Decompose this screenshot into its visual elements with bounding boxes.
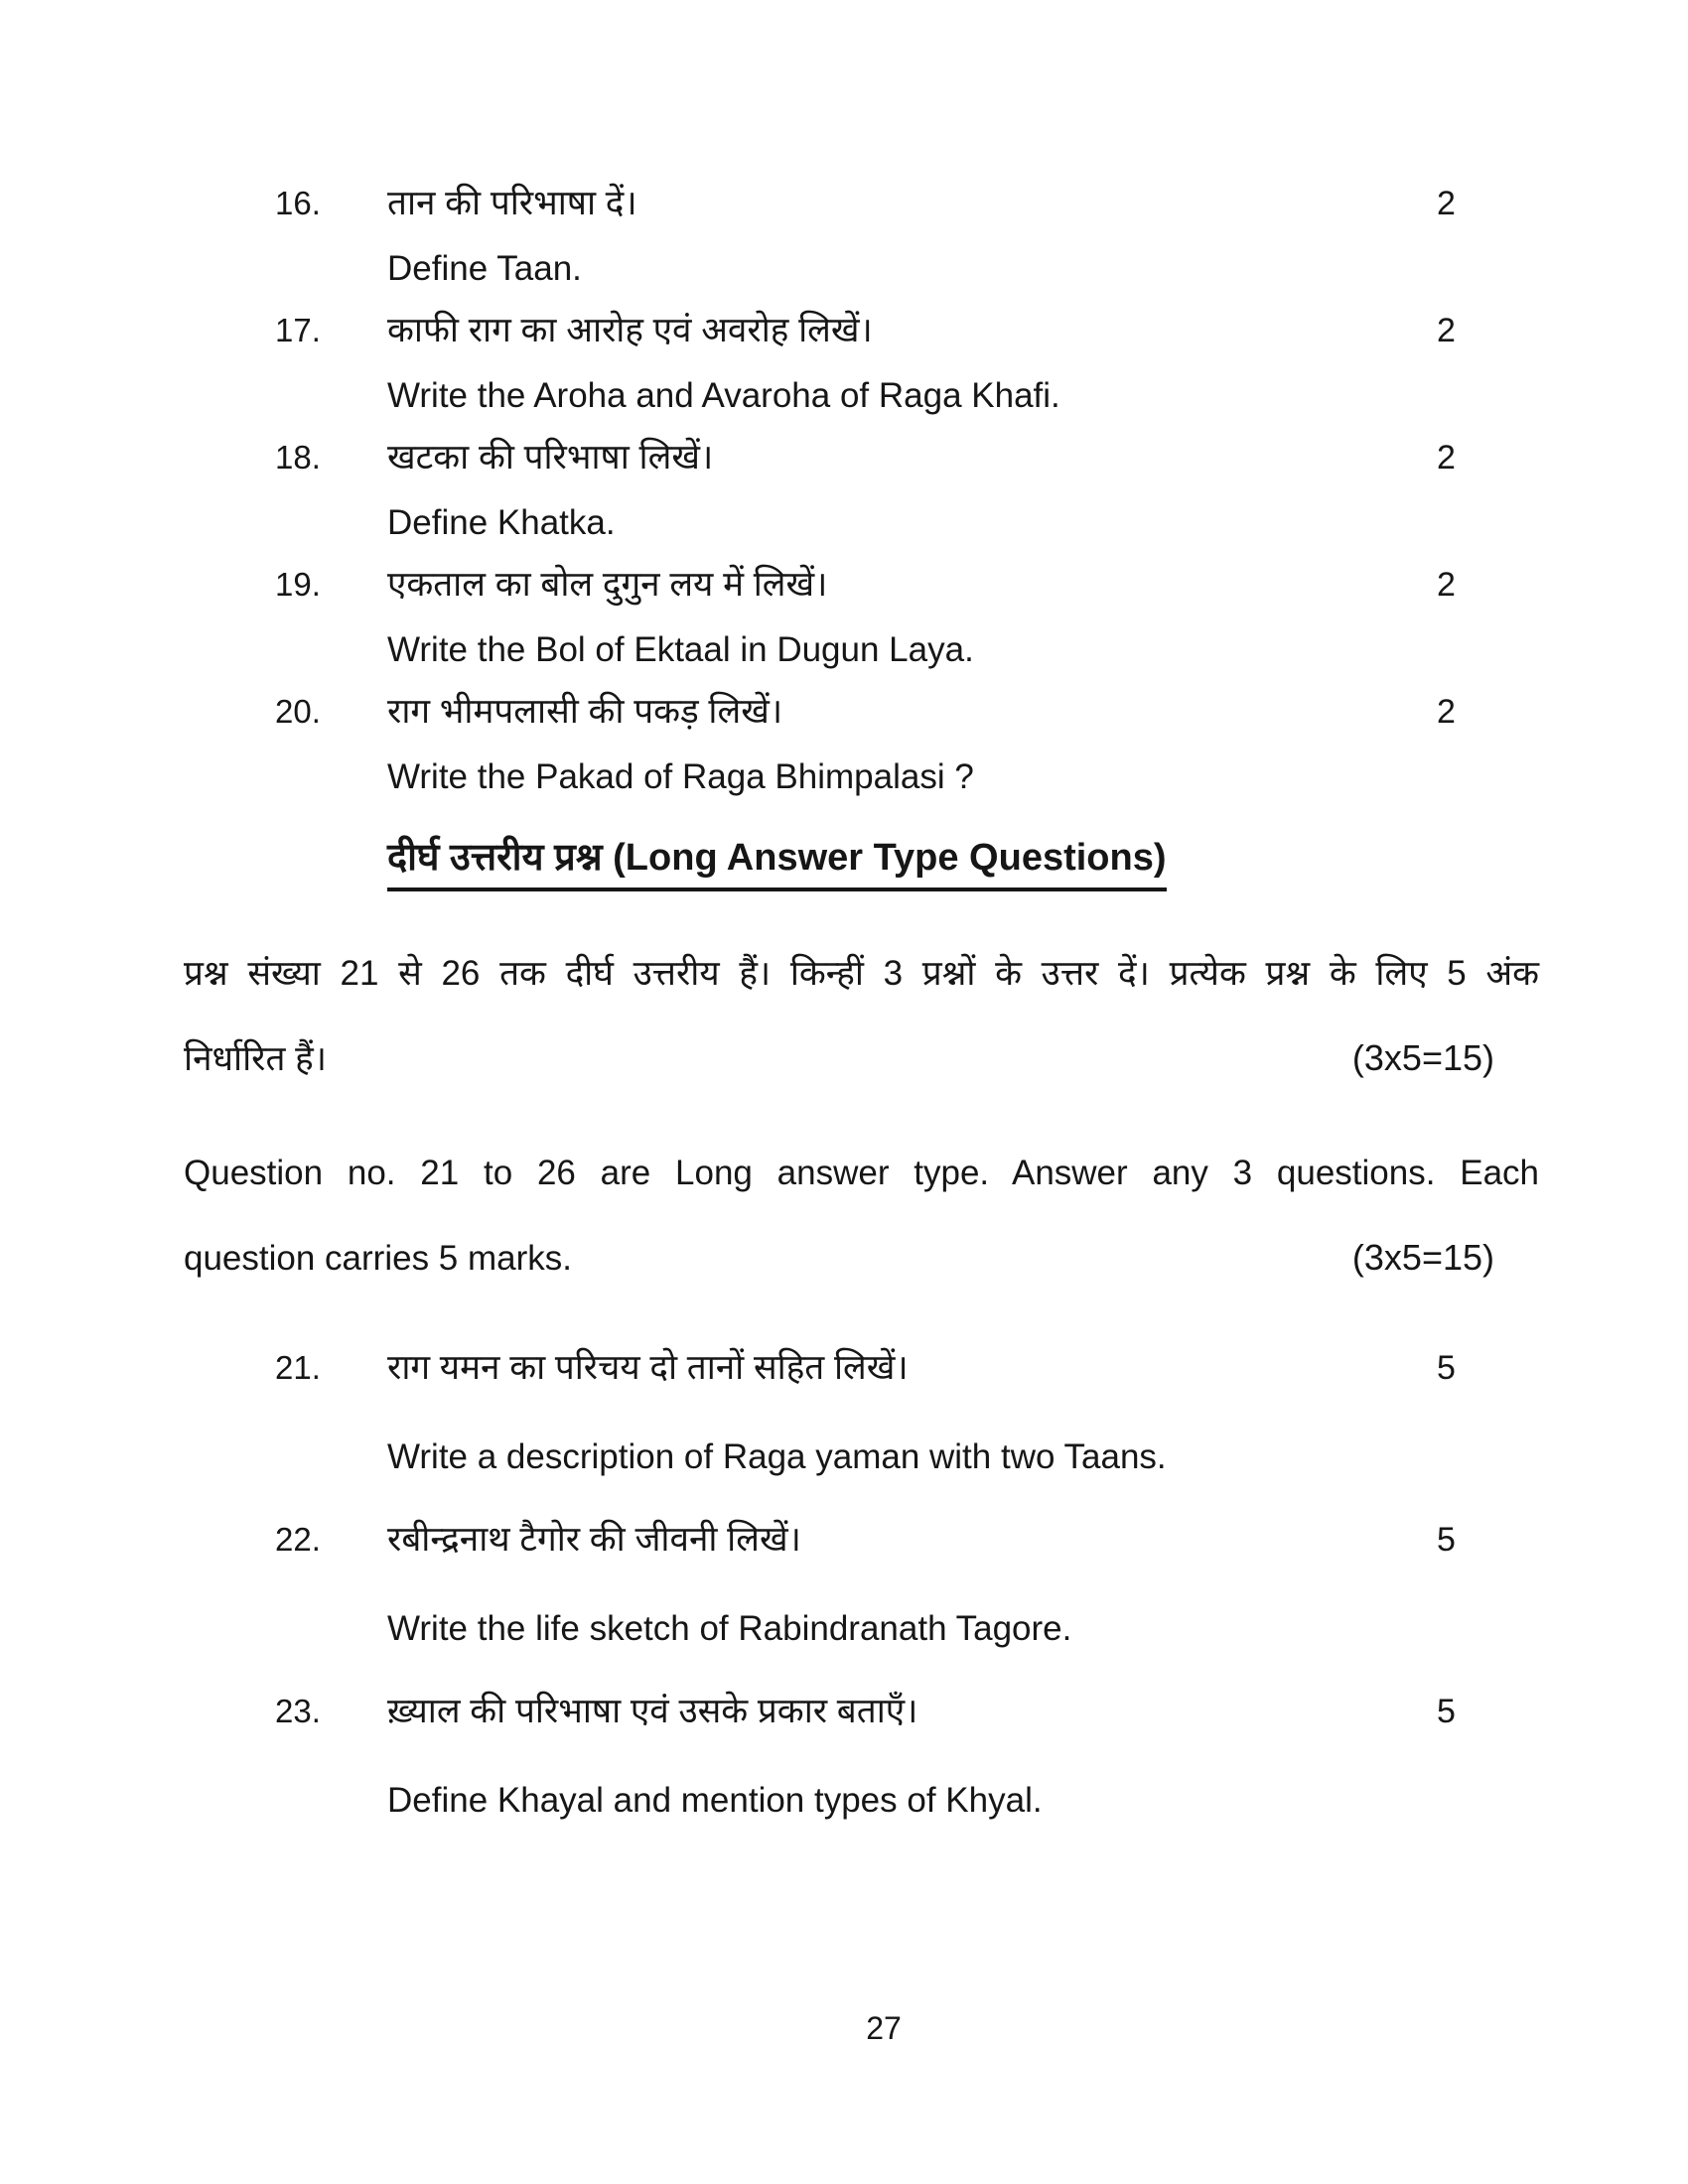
instruction-english-line2: question carries 5 marks.	[184, 1239, 572, 1278]
question-text-hindi: काफी राग का आरोह एवं अवरोह लिखें।	[387, 311, 873, 349]
section-heading-english: (Long Answer Type Questions)	[613, 837, 1167, 879]
marks-scheme: (3x5=15)	[1351, 1037, 1494, 1078]
question-row	[0, 1688, 1688, 1735]
instruction-paragraph-hindi	[184, 950, 1539, 1083]
question-text-english: Define Khayal and mention types of Khyal.	[387, 1781, 1043, 1820]
marks-value: 2	[1437, 185, 1456, 222]
question-text-english: Write the Bol of Ektaal in Dugun Laya.	[387, 630, 974, 669]
question-number: 18.	[275, 439, 321, 476]
short-answer-questions	[0, 180, 1688, 801]
question-text-hindi: ख़्याल की परिभाषा एवं उसके प्रकार बताएँ।	[387, 1692, 918, 1730]
question-text-english: Write the Aroha and Avaroha of Raga Khafi.	[387, 376, 1060, 415]
question-row	[0, 180, 1688, 227]
question-text-english: Define Taan.	[387, 249, 582, 288]
question-row	[0, 434, 1688, 481]
question-text-hindi: तान की परिभाषा दें।	[387, 184, 637, 222]
section-heading-hindi: दीर्घ उत्तरीय प्रश्न	[387, 837, 603, 879]
section-heading	[387, 832, 1688, 891]
page-number: 27	[866, 2010, 902, 2046]
marks-value: 2	[1437, 693, 1456, 731]
question-row	[0, 1344, 1688, 1392]
marks-value: 2	[1437, 439, 1456, 477]
question-text-english: Write the life sketch of Rabindranath Tagore.	[387, 1609, 1072, 1648]
marks-value: 2	[1437, 312, 1456, 349]
section-heading-underlined	[387, 832, 1167, 891]
question-row	[0, 1516, 1688, 1564]
instruction-hindi-line2: निर्धारित हैं।	[184, 1039, 327, 1078]
marks-value: 2	[1437, 566, 1456, 604]
question-text-english: Write the Pakad of Raga Bhimpalasi ?	[387, 757, 974, 796]
question-text-hindi: एकताल का बोल दुगुन लय में लिखें।	[387, 565, 828, 604]
question-text-hindi: रबीन्द्रनाथ टैगोर की जीवनी लिखें।	[387, 1520, 801, 1559]
question-number: 19.	[275, 566, 321, 603]
instruction-english-line1: Question no. 21 to 26 are Long answer type. Answer any 3 questions. Each	[184, 1154, 1539, 1192]
question-text-hindi: खटका की परिभाषा लिखें।	[387, 438, 714, 477]
long-answer-questions	[0, 1344, 1688, 1825]
instruction-paragraph-english	[184, 1150, 1539, 1283]
question-text-english: Define Khatka.	[387, 503, 616, 542]
marks-value: 5	[1437, 1521, 1456, 1559]
question-number: 23.	[275, 1693, 321, 1729]
instruction-english-line2-row	[184, 1234, 1539, 1283]
instruction-hindi-line2-row	[184, 1034, 1539, 1083]
marks-scheme: (3x5=15)	[1351, 1237, 1494, 1278]
marks-value: 5	[1437, 1693, 1456, 1730]
question-number: 17.	[275, 312, 321, 348]
question-text-hindi: राग यमन का परिचय दो तानों सहित लिखें।	[387, 1348, 909, 1387]
question-number: 16.	[275, 185, 321, 221]
question-number: 21.	[275, 1349, 321, 1386]
question-row	[0, 561, 1688, 609]
question-text-english: Write a description of Raga yaman with two Taans.	[387, 1437, 1167, 1476]
question-number: 22.	[275, 1521, 321, 1558]
question-row	[0, 307, 1688, 354]
question-row	[0, 688, 1688, 736]
question-number: 20.	[275, 693, 321, 730]
instruction-hindi-line1: प्रश्न संख्या 21 से 26 तक दीर्घ उत्तरीय हैं। किन्हीं 3 प्रश्नों के उत्तर दें। प्रत्येक प्रश्न के लिए 5 अंक	[184, 954, 1539, 993]
marks-value: 5	[1437, 1349, 1456, 1387]
question-text-hindi: राग भीमपलासी की पकड़ लिखें।	[387, 692, 783, 731]
